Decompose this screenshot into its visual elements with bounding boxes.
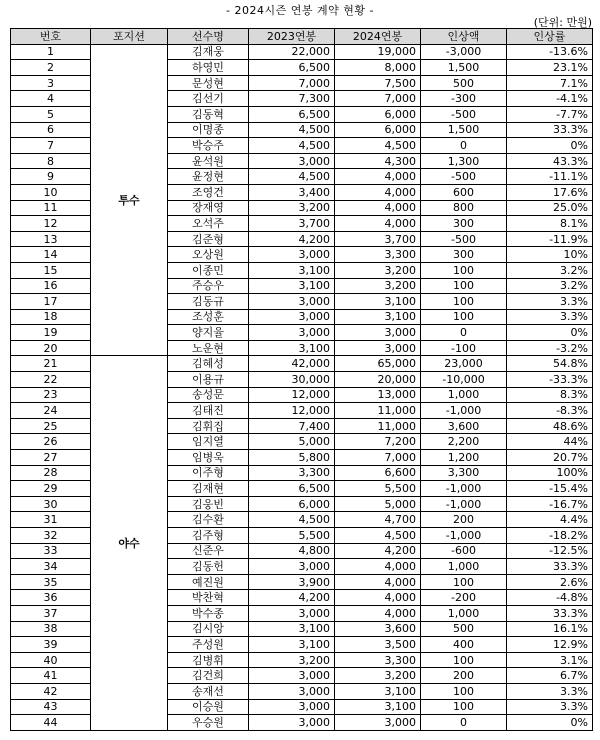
cell-raise-rate: 33.3% bbox=[507, 605, 593, 621]
cell-salary-2024: 4,500 bbox=[335, 528, 421, 544]
cell-raise-rate: 54.8% bbox=[507, 356, 593, 372]
cell-raise-rate: -7.7% bbox=[507, 106, 593, 122]
cell-player-name: 김동헌 bbox=[168, 559, 249, 575]
cell-raise-rate: -13.6% bbox=[507, 44, 593, 60]
cell-player-name: 김준형 bbox=[168, 231, 249, 247]
cell-raise-amount: 100 bbox=[421, 278, 507, 294]
cell-player-name: 노운현 bbox=[168, 340, 249, 356]
cell-player-name: 김휘집 bbox=[168, 418, 249, 434]
cell-player-name: 김혜성 bbox=[168, 356, 249, 372]
cell-no: 4 bbox=[11, 91, 91, 107]
cell-raise-amount: -3,000 bbox=[421, 44, 507, 60]
cell-salary-2024: 4,000 bbox=[335, 559, 421, 575]
cell-raise-amount: 0 bbox=[421, 138, 507, 154]
cell-salary-2023: 6,500 bbox=[249, 481, 335, 497]
cell-salary-2024: 4,000 bbox=[335, 184, 421, 200]
cell-no: 16 bbox=[11, 278, 91, 294]
cell-player-name: 장재영 bbox=[168, 200, 249, 216]
cell-player-name: 김병휘 bbox=[168, 652, 249, 668]
cell-player-name: 우승원 bbox=[168, 715, 249, 731]
header-salary-2023: 2023연봉 bbox=[249, 29, 335, 45]
cell-no: 13 bbox=[11, 231, 91, 247]
header-raise-rate: 인상률 bbox=[507, 29, 593, 45]
cell-raise-rate: 3.2% bbox=[507, 262, 593, 278]
cell-raise-rate: 8.1% bbox=[507, 216, 593, 232]
cell-raise-rate: 23.1% bbox=[507, 60, 593, 76]
cell-no: 39 bbox=[11, 637, 91, 653]
cell-salary-2023: 3,000 bbox=[249, 294, 335, 310]
cell-player-name: 조성훈 bbox=[168, 309, 249, 325]
cell-salary-2024: 4,300 bbox=[335, 153, 421, 169]
cell-raise-amount: 1,200 bbox=[421, 450, 507, 466]
cell-no: 21 bbox=[11, 356, 91, 372]
cell-salary-2023: 3,000 bbox=[249, 153, 335, 169]
cell-player-name: 윤석원 bbox=[168, 153, 249, 169]
cell-salary-2023: 4,500 bbox=[249, 512, 335, 528]
cell-player-name: 이명종 bbox=[168, 122, 249, 138]
cell-salary-2024: 3,300 bbox=[335, 652, 421, 668]
cell-no: 37 bbox=[11, 605, 91, 621]
cell-raise-rate: 48.6% bbox=[507, 418, 593, 434]
cell-salary-2024: 7,000 bbox=[335, 91, 421, 107]
cell-raise-rate: -12.5% bbox=[507, 543, 593, 559]
cell-player-name: 임병욱 bbox=[168, 450, 249, 466]
cell-raise-rate: 16.1% bbox=[507, 621, 593, 637]
cell-salary-2023: 3,100 bbox=[249, 278, 335, 294]
cell-salary-2024: 6,600 bbox=[335, 465, 421, 481]
cell-no: 30 bbox=[11, 496, 91, 512]
cell-no: 29 bbox=[11, 481, 91, 497]
cell-no: 1 bbox=[11, 44, 91, 60]
cell-salary-2023: 4,500 bbox=[249, 138, 335, 154]
cell-raise-rate: 3.3% bbox=[507, 309, 593, 325]
cell-salary-2024: 6,000 bbox=[335, 122, 421, 138]
cell-raise-amount: -1,000 bbox=[421, 528, 507, 544]
cell-no: 2 bbox=[11, 60, 91, 76]
cell-raise-amount: 200 bbox=[421, 668, 507, 684]
cell-raise-amount: 23,000 bbox=[421, 356, 507, 372]
cell-raise-amount: 300 bbox=[421, 247, 507, 263]
cell-player-name: 박승주 bbox=[168, 138, 249, 154]
cell-salary-2024: 3,100 bbox=[335, 699, 421, 715]
cell-no: 7 bbox=[11, 138, 91, 154]
cell-salary-2023: 30,000 bbox=[249, 372, 335, 388]
cell-salary-2023: 12,000 bbox=[249, 387, 335, 403]
cell-player-name: 윤정현 bbox=[168, 169, 249, 185]
cell-player-name: 박수종 bbox=[168, 605, 249, 621]
cell-salary-2024: 3,100 bbox=[335, 294, 421, 310]
cell-salary-2023: 3,100 bbox=[249, 340, 335, 356]
cell-player-name: 문성현 bbox=[168, 75, 249, 91]
cell-salary-2024: 5,500 bbox=[335, 481, 421, 497]
cell-raise-amount: -1,000 bbox=[421, 403, 507, 419]
cell-player-name: 송성문 bbox=[168, 387, 249, 403]
cell-no: 27 bbox=[11, 450, 91, 466]
cell-salary-2023: 7,300 bbox=[249, 91, 335, 107]
cell-raise-amount: -600 bbox=[421, 543, 507, 559]
cell-salary-2024: 4,000 bbox=[335, 605, 421, 621]
cell-raise-rate: -4.8% bbox=[507, 590, 593, 606]
cell-salary-2024: 20,000 bbox=[335, 372, 421, 388]
cell-raise-amount: -300 bbox=[421, 91, 507, 107]
cell-salary-2024: 4,500 bbox=[335, 138, 421, 154]
cell-salary-2024: 4,000 bbox=[335, 169, 421, 185]
cell-salary-2023: 3,000 bbox=[249, 699, 335, 715]
cell-player-name: 이용규 bbox=[168, 372, 249, 388]
cell-raise-amount: -500 bbox=[421, 231, 507, 247]
cell-raise-amount: -200 bbox=[421, 590, 507, 606]
cell-salary-2023: 3,000 bbox=[249, 605, 335, 621]
cell-raise-amount: 1,500 bbox=[421, 60, 507, 76]
cell-raise-amount: 1,000 bbox=[421, 605, 507, 621]
cell-player-name: 김동혁 bbox=[168, 106, 249, 122]
cell-salary-2024: 3,000 bbox=[335, 715, 421, 731]
cell-no: 19 bbox=[11, 325, 91, 341]
cell-no: 42 bbox=[11, 683, 91, 699]
cell-raise-rate: 0% bbox=[507, 325, 593, 341]
cell-player-name: 하영민 bbox=[168, 60, 249, 76]
cell-salary-2023: 3,000 bbox=[249, 668, 335, 684]
cell-salary-2023: 3,000 bbox=[249, 683, 335, 699]
cell-no: 20 bbox=[11, 340, 91, 356]
cell-player-name: 김재웅 bbox=[168, 44, 249, 60]
cell-no: 43 bbox=[11, 699, 91, 715]
cell-salary-2023: 4,500 bbox=[249, 122, 335, 138]
cell-no: 32 bbox=[11, 528, 91, 544]
cell-no: 22 bbox=[11, 372, 91, 388]
cell-raise-rate: 100% bbox=[507, 465, 593, 481]
cell-raise-rate: -16.7% bbox=[507, 496, 593, 512]
cell-raise-amount: 600 bbox=[421, 184, 507, 200]
cell-salary-2024: 3,200 bbox=[335, 278, 421, 294]
cell-no: 35 bbox=[11, 574, 91, 590]
cell-salary-2024: 13,000 bbox=[335, 387, 421, 403]
cell-raise-rate: 3.1% bbox=[507, 652, 593, 668]
cell-raise-rate: 10% bbox=[507, 247, 593, 263]
cell-salary-2024: 3,000 bbox=[335, 325, 421, 341]
cell-salary-2024: 11,000 bbox=[335, 418, 421, 434]
cell-player-name: 김건희 bbox=[168, 668, 249, 684]
cell-raise-amount: 500 bbox=[421, 621, 507, 637]
cell-salary-2023: 3,900 bbox=[249, 574, 335, 590]
cell-raise-rate: 17.6% bbox=[507, 184, 593, 200]
cell-salary-2023: 3,000 bbox=[249, 325, 335, 341]
cell-raise-amount: 300 bbox=[421, 216, 507, 232]
cell-raise-rate: 8.3% bbox=[507, 387, 593, 403]
cell-salary-2024: 7,200 bbox=[335, 434, 421, 450]
cell-player-name: 김선기 bbox=[168, 91, 249, 107]
cell-salary-2023: 12,000 bbox=[249, 403, 335, 419]
header-player: 선수명 bbox=[168, 29, 249, 45]
cell-raise-amount: -1,000 bbox=[421, 481, 507, 497]
cell-salary-2024: 5,000 bbox=[335, 496, 421, 512]
header-position: 포지션 bbox=[91, 29, 168, 45]
cell-salary-2023: 4,800 bbox=[249, 543, 335, 559]
cell-position-fielder: 야수 bbox=[91, 356, 168, 730]
cell-no: 26 bbox=[11, 434, 91, 450]
cell-player-name: 김시앙 bbox=[168, 621, 249, 637]
cell-raise-rate: 44% bbox=[507, 434, 593, 450]
cell-salary-2023: 6,000 bbox=[249, 496, 335, 512]
cell-raise-amount: 100 bbox=[421, 309, 507, 325]
cell-raise-rate: -8.3% bbox=[507, 403, 593, 419]
cell-raise-amount: 200 bbox=[421, 512, 507, 528]
cell-player-name: 예진원 bbox=[168, 574, 249, 590]
cell-raise-amount: -500 bbox=[421, 169, 507, 185]
cell-salary-2024: 4,700 bbox=[335, 512, 421, 528]
cell-raise-amount: 3,300 bbox=[421, 465, 507, 481]
cell-player-name: 김동규 bbox=[168, 294, 249, 310]
cell-raise-amount: 3,600 bbox=[421, 418, 507, 434]
cell-raise-rate: 7.1% bbox=[507, 75, 593, 91]
cell-raise-amount: 1,000 bbox=[421, 559, 507, 575]
cell-no: 44 bbox=[11, 715, 91, 731]
cell-salary-2023: 3,000 bbox=[249, 247, 335, 263]
cell-salary-2024: 3,000 bbox=[335, 340, 421, 356]
cell-raise-amount: 2,200 bbox=[421, 434, 507, 450]
cell-raise-rate: 3.3% bbox=[507, 683, 593, 699]
cell-no: 40 bbox=[11, 652, 91, 668]
cell-no: 6 bbox=[11, 122, 91, 138]
cell-raise-amount: 400 bbox=[421, 637, 507, 653]
cell-player-name: 주성원 bbox=[168, 637, 249, 653]
cell-raise-rate: -11.9% bbox=[507, 231, 593, 247]
document-title: - 2024시즌 연봉 계약 현황 - bbox=[226, 4, 374, 17]
table-row bbox=[11, 356, 593, 372]
cell-salary-2024: 3,600 bbox=[335, 621, 421, 637]
cell-raise-rate: 33.3% bbox=[507, 559, 593, 575]
cell-salary-2023: 3,200 bbox=[249, 652, 335, 668]
cell-salary-2023: 3,100 bbox=[249, 637, 335, 653]
cell-no: 11 bbox=[11, 200, 91, 216]
table-body bbox=[11, 44, 593, 730]
unit-note: (단위: 만원) bbox=[533, 16, 592, 29]
cell-salary-2024: 65,000 bbox=[335, 356, 421, 372]
cell-no: 23 bbox=[11, 387, 91, 403]
cell-salary-2024: 19,000 bbox=[335, 44, 421, 60]
cell-raise-amount: -100 bbox=[421, 340, 507, 356]
cell-raise-amount: 0 bbox=[421, 325, 507, 341]
cell-player-name: 이승원 bbox=[168, 699, 249, 715]
table-header-row bbox=[11, 29, 593, 45]
cell-salary-2023: 3,000 bbox=[249, 309, 335, 325]
cell-salary-2023: 4,500 bbox=[249, 169, 335, 185]
cell-salary-2024: 4,000 bbox=[335, 216, 421, 232]
cell-salary-2024: 3,200 bbox=[335, 668, 421, 684]
cell-salary-2023: 3,100 bbox=[249, 621, 335, 637]
cell-raise-amount: 100 bbox=[421, 683, 507, 699]
cell-salary-2023: 3,300 bbox=[249, 465, 335, 481]
cell-no: 8 bbox=[11, 153, 91, 169]
cell-raise-amount: 1,500 bbox=[421, 122, 507, 138]
cell-no: 17 bbox=[11, 294, 91, 310]
cell-salary-2024: 6,000 bbox=[335, 106, 421, 122]
cell-raise-rate: 33.3% bbox=[507, 122, 593, 138]
cell-no: 10 bbox=[11, 184, 91, 200]
cell-raise-amount: 100 bbox=[421, 699, 507, 715]
cell-no: 5 bbox=[11, 106, 91, 122]
cell-salary-2024: 3,700 bbox=[335, 231, 421, 247]
cell-salary-2023: 4,200 bbox=[249, 231, 335, 247]
cell-salary-2024: 4,000 bbox=[335, 200, 421, 216]
cell-raise-rate: -33.3% bbox=[507, 372, 593, 388]
cell-no: 3 bbox=[11, 75, 91, 91]
cell-salary-2023: 5,000 bbox=[249, 434, 335, 450]
cell-salary-2023: 3,400 bbox=[249, 184, 335, 200]
cell-salary-2023: 3,200 bbox=[249, 200, 335, 216]
cell-salary-2023: 3,700 bbox=[249, 216, 335, 232]
cell-salary-2024: 3,100 bbox=[335, 683, 421, 699]
cell-raise-rate: 0% bbox=[507, 138, 593, 154]
cell-salary-2023: 7,400 bbox=[249, 418, 335, 434]
cell-raise-rate: 3.3% bbox=[507, 294, 593, 310]
cell-raise-amount: -500 bbox=[421, 106, 507, 122]
cell-player-name: 이주형 bbox=[168, 465, 249, 481]
cell-raise-amount: 100 bbox=[421, 294, 507, 310]
cell-player-name: 오석주 bbox=[168, 216, 249, 232]
header-salary-2024: 2024연봉 bbox=[335, 29, 421, 45]
cell-no: 24 bbox=[11, 403, 91, 419]
table-row bbox=[11, 44, 593, 60]
cell-no: 38 bbox=[11, 621, 91, 637]
cell-no: 34 bbox=[11, 559, 91, 575]
cell-player-name: 양지율 bbox=[168, 325, 249, 341]
cell-player-name: 신준우 bbox=[168, 543, 249, 559]
cell-raise-rate: 4.4% bbox=[507, 512, 593, 528]
cell-player-name: 박찬혁 bbox=[168, 590, 249, 606]
cell-raise-rate: -4.1% bbox=[507, 91, 593, 107]
cell-raise-rate: -11.1% bbox=[507, 169, 593, 185]
cell-salary-2024: 3,100 bbox=[335, 309, 421, 325]
cell-no: 18 bbox=[11, 309, 91, 325]
cell-salary-2024: 8,000 bbox=[335, 60, 421, 76]
cell-no: 25 bbox=[11, 418, 91, 434]
cell-raise-amount: 100 bbox=[421, 652, 507, 668]
cell-raise-rate: 2.6% bbox=[507, 574, 593, 590]
cell-no: 33 bbox=[11, 543, 91, 559]
cell-salary-2023: 42,000 bbox=[249, 356, 335, 372]
cell-raise-rate: 6.7% bbox=[507, 668, 593, 684]
cell-raise-amount: 0 bbox=[421, 715, 507, 731]
cell-salary-2023: 5,500 bbox=[249, 528, 335, 544]
cell-player-name: 김주형 bbox=[168, 528, 249, 544]
cell-position-pitcher: 투수 bbox=[91, 44, 168, 356]
cell-raise-amount: 100 bbox=[421, 262, 507, 278]
salary-table bbox=[10, 28, 593, 731]
cell-raise-amount: 1,000 bbox=[421, 387, 507, 403]
cell-salary-2023: 3,000 bbox=[249, 559, 335, 575]
cell-no: 31 bbox=[11, 512, 91, 528]
cell-player-name: 송재선 bbox=[168, 683, 249, 699]
cell-salary-2023: 3,100 bbox=[249, 262, 335, 278]
cell-player-name: 김태진 bbox=[168, 403, 249, 419]
cell-no: 12 bbox=[11, 216, 91, 232]
cell-raise-rate: 43.3% bbox=[507, 153, 593, 169]
cell-raise-amount: 100 bbox=[421, 574, 507, 590]
cell-no: 14 bbox=[11, 247, 91, 263]
cell-raise-rate: -3.2% bbox=[507, 340, 593, 356]
cell-raise-rate: 3.3% bbox=[507, 699, 593, 715]
cell-salary-2023: 4,200 bbox=[249, 590, 335, 606]
cell-player-name: 오상원 bbox=[168, 247, 249, 263]
cell-raise-rate: 12.9% bbox=[507, 637, 593, 653]
cell-salary-2024: 3,300 bbox=[335, 247, 421, 263]
cell-no: 15 bbox=[11, 262, 91, 278]
header-no: 번호 bbox=[11, 29, 91, 45]
cell-player-name: 조영건 bbox=[168, 184, 249, 200]
cell-no: 28 bbox=[11, 465, 91, 481]
cell-salary-2024: 3,500 bbox=[335, 637, 421, 653]
cell-raise-rate: 0% bbox=[507, 715, 593, 731]
cell-raise-rate: 25.0% bbox=[507, 200, 593, 216]
cell-player-name: 김수환 bbox=[168, 512, 249, 528]
cell-raise-amount: 500 bbox=[421, 75, 507, 91]
cell-raise-amount: -1,000 bbox=[421, 496, 507, 512]
cell-raise-rate: 20.7% bbox=[507, 450, 593, 466]
cell-player-name: 김재현 bbox=[168, 481, 249, 497]
cell-salary-2023: 5,800 bbox=[249, 450, 335, 466]
cell-raise-rate: 3.2% bbox=[507, 278, 593, 294]
cell-salary-2023: 6,500 bbox=[249, 60, 335, 76]
cell-no: 41 bbox=[11, 668, 91, 684]
cell-salary-2023: 6,500 bbox=[249, 106, 335, 122]
cell-player-name: 이종민 bbox=[168, 262, 249, 278]
cell-raise-amount: 1,300 bbox=[421, 153, 507, 169]
cell-raise-rate: -15.4% bbox=[507, 481, 593, 497]
cell-salary-2023: 7,000 bbox=[249, 75, 335, 91]
cell-salary-2024: 4,000 bbox=[335, 590, 421, 606]
cell-salary-2024: 7,000 bbox=[335, 450, 421, 466]
cell-no: 36 bbox=[11, 590, 91, 606]
cell-player-name: 김웅빈 bbox=[168, 496, 249, 512]
cell-raise-rate: -18.2% bbox=[507, 528, 593, 544]
cell-no: 9 bbox=[11, 169, 91, 185]
cell-salary-2024: 4,200 bbox=[335, 543, 421, 559]
cell-salary-2024: 7,500 bbox=[335, 75, 421, 91]
cell-salary-2024: 11,000 bbox=[335, 403, 421, 419]
cell-player-name: 주승우 bbox=[168, 278, 249, 294]
cell-salary-2024: 4,000 bbox=[335, 574, 421, 590]
cell-player-name: 임지열 bbox=[168, 434, 249, 450]
cell-raise-amount: -10,000 bbox=[421, 372, 507, 388]
cell-raise-amount: 800 bbox=[421, 200, 507, 216]
cell-salary-2023: 22,000 bbox=[249, 44, 335, 60]
header-raise-amount: 인상액 bbox=[421, 29, 507, 45]
cell-salary-2023: 3,000 bbox=[249, 715, 335, 731]
cell-salary-2024: 3,200 bbox=[335, 262, 421, 278]
